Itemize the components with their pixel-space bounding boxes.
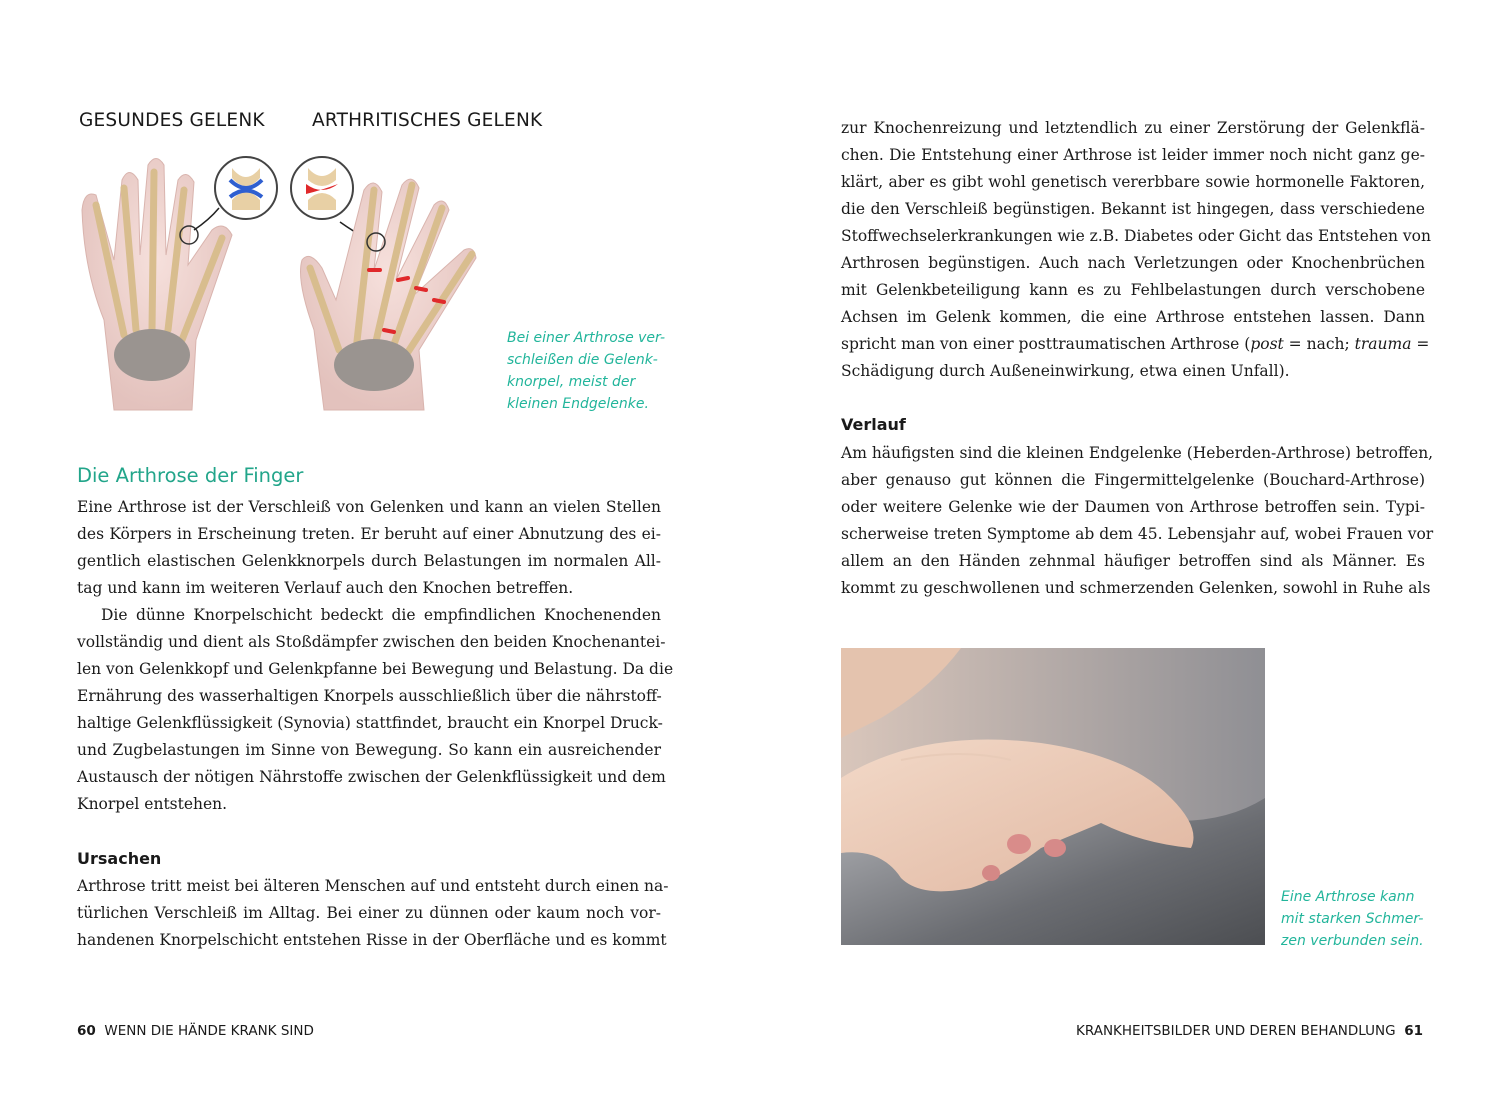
healthy-hand bbox=[82, 159, 232, 411]
page-number-left: 60 bbox=[77, 1023, 96, 1039]
paragraph-course: Am häufigsten sind die kleinen Endgelenke (Heberden-Arthrose) betroffen, aber genauso gut können die Fingermittelgelenke (Bouchard-Arthrose) oder weitere Gelenke wie der Daumen von Arthrose betroffen sein. Typi- scherweise treten Symptome ab dem 45. Lebensjahr auf, wobei Frauen vor allem an den Händen zehnmal häufiger betroffen sind als Männer. Es kommt zu geschwollenen und schmerzenden Gelenken, sowohl in Ruhe als bbox=[841, 444, 1434, 597]
running-title-right: KRANKHEITSBILDER UND DEREN BEHANDLUNG bbox=[1076, 1023, 1396, 1039]
hand-joint-illustration bbox=[74, 150, 494, 420]
running-title-left: WENN DIE HÄNDE KRANK SIND bbox=[104, 1023, 314, 1039]
page-number-right: 61 bbox=[1404, 1023, 1423, 1039]
photo-caption: Eine Arthrose kann mit starken Schmer- zen verbunden sein. bbox=[1281, 889, 1424, 949]
subheading-course: Verlauf bbox=[841, 415, 906, 434]
section-heading: Die Arthrose der Finger bbox=[77, 464, 304, 487]
footer-left bbox=[77, 1023, 314, 1039]
subheading-causes: Ursachen bbox=[77, 849, 162, 868]
healthy-joint-zoom bbox=[194, 157, 277, 230]
figure-label-healthy: GESUNDES GELENK bbox=[79, 110, 265, 131]
figure-label-arthritic: ARTHRITISCHES GELENK bbox=[312, 110, 543, 131]
paragraph-continued: zur Knochenreizung und letztendlich zu einer Zerstörung der Gelenkflä- chen. Die Entstehung einer Arthrose ist leider immer noch nicht ganz ge- klärt, aber es gibt wohl genetisch vererbbare sowie hormonelle Faktoren, die den Verschleiß begünstigen. Bekannt ist hingegen, dass verschiedene Stoffwechselerkrankungen wie z.B. Diabetes oder Gicht das Entstehen von Arthrosen begünstigen. Auch nach Verletzungen oder Knochenbrüchen mit Gelenkbeteiligung kann es zu Fehlbelastungen durch verschobene Achsen im Gelenk kommen, die eine Arthrose entstehen lassen. Dann spricht man von einer posttraumatischen Arthrose (post = nach; trauma = Schädigung durch Außeneinwirkung, etwa einen Unfall). bbox=[841, 119, 1431, 380]
footer-right bbox=[1076, 1023, 1423, 1039]
hands-photo bbox=[841, 648, 1265, 945]
figure-caption: Bei einer Arthrose ver- schleißen die Gelenk- knorpel, meist der kleinen Endgelenke. bbox=[507, 330, 666, 412]
paragraph-cartilage: Die dünne Knorpelschicht bedeckt die empfindlichen Knochenenden vollständig und dient als Stoßdämpfer zwischen den beiden Knochenantei- len von Gelenkkopf und Gelenkpfanne bei Bewegung und Belastung. Da die Ernährung des wasserhaltigen Knorpels ausschließlich über die nährstoff- haltige Gelenkflüssigkeit (Synovia) stattfindet, braucht ein Knorpel Druck- und Zugbelastungen im Sinne von Bewegung. So kann ein ausreichender Austausch der nötigen Nährstoffe zwischen der Gelenkflüssigkeit und dem Knorpel entstehen. bbox=[77, 606, 674, 813]
paragraph-intro: Eine Arthrose ist der Verschleiß von Gelenken und kann an vielen Stellen des Körpers in Erscheinung treten. Er beruht auf einer Abnutzung des ei- gentlich elastischen Gelenkknorpels durch Belastungen im normalen All- tag und kann im weiteren Verlauf auch den Knochen betreffen. bbox=[77, 498, 661, 597]
paragraph-causes: Arthrose tritt meist bei älteren Menschen auf und entsteht durch einen na- türlichen Verschleiß im Alltag. Bei einer zu dünnen oder kaum noch vor- handenen Knorpelschicht entstehen Risse in der Oberfläche und es kommt bbox=[77, 877, 669, 949]
